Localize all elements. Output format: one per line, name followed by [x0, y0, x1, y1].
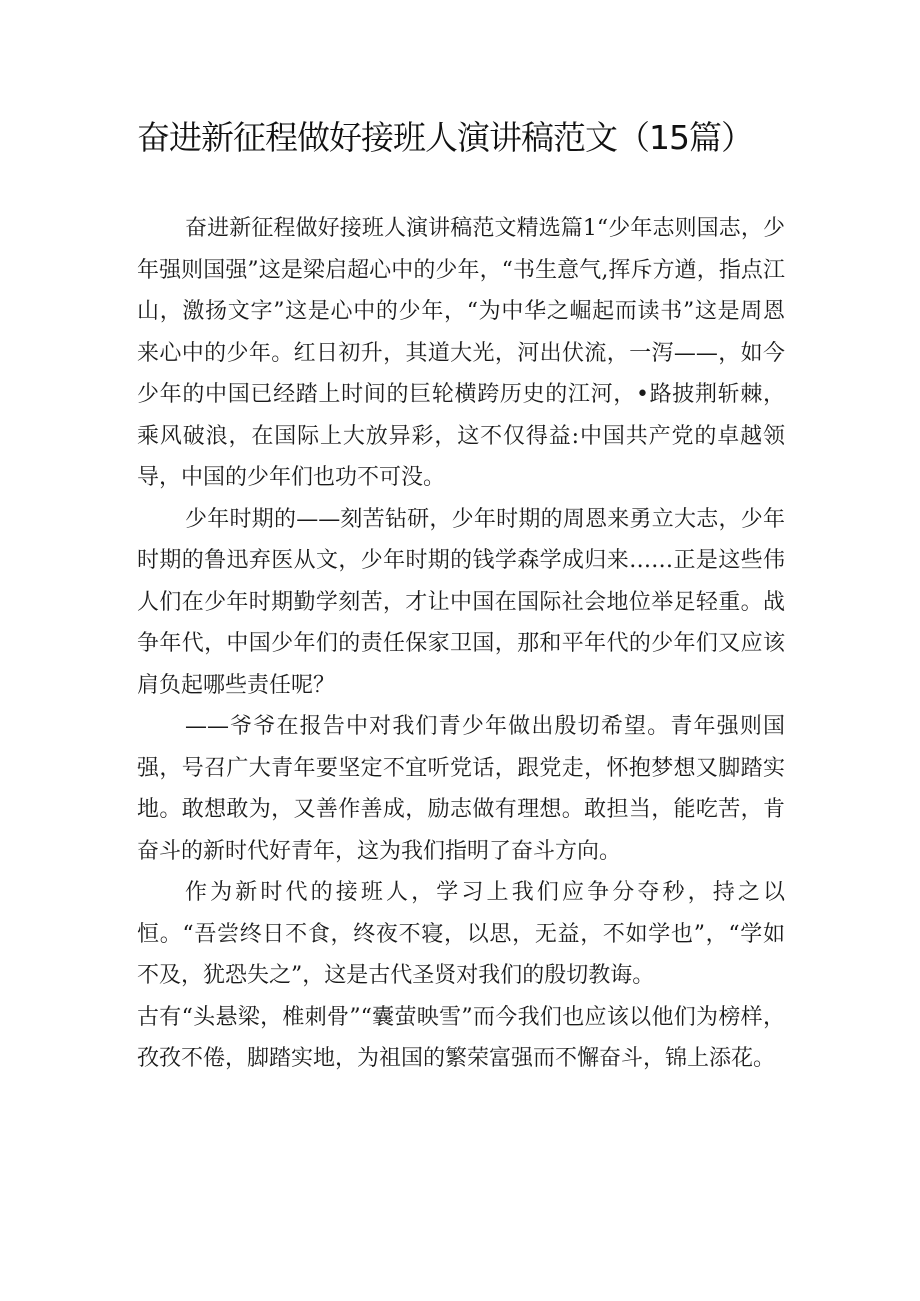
paragraph-1: 奋进新征程做好接班人演讲稿范文精选篇1“少年志则国志，少年强则国强”这是梁启超心中的少年，“书生意气,挥斥方遒，指点江山，激扬文字”这是心中的少年，“为中华之崛起而读书”这是周恩来心中的少年。红日初升，其道大光，河出伏流，一泻——，如今少年的中国已经踏上时间的巨轮横跨历史的江河，•路披荆斩棘，乘风破浪，在国际上大放异彩，这不仅得益:中国共产党的卓越领导，中国的少年们也功不可没。: [137, 216, 785, 490]
paragraph-3: ——爷爷在报告中对我们青少年做出殷切希望。青年强则国强，号召广大青年要坚定不宜听党话，跟党走，怀抱梦想又脚踏实地。敢想敢为，又善作善成，励志做有理想。敢担当，能吃苦，肯奋斗的新时代好青年，这为我们指明了奋斗方向。: [137, 714, 785, 864]
paragraph-2: 少年时期的——刻苦钻研，少年时期的周恩来勇立大志，少年时期的鲁迅弃医从文，少年时期的钱学森学成归来……正是这些伟人们在少年时期勤学刻苦，才让中国在国际社会地位举足轻重。战争年代，中国少年们的责任保家卫国，那和平年代的少年们又应该肩负起哪些责任呢？: [137, 506, 785, 698]
document-title: 奋进新征程做好接班人演讲稿范文（15篇）: [137, 118, 753, 157]
document-body: [137, 208, 785, 1080]
paragraph-5: 古有“头悬梁，椎刺骨”“囊萤映雪”而今我们也应该以他们为榜样，孜孜不倦，脚踏实地，为祖国的繁荣富强而不懈奋斗，锦上添花。: [137, 1004, 785, 1071]
paragraph-4: 作为新时代的接班人，学习上我们应争分夺秒，持之以恒。“吾尝终日不食，终夜不寝，以思，无益，不如学也”，“学如不及，犹恐失之”，这是古代圣贤对我们的殷切教诲。: [137, 880, 785, 988]
